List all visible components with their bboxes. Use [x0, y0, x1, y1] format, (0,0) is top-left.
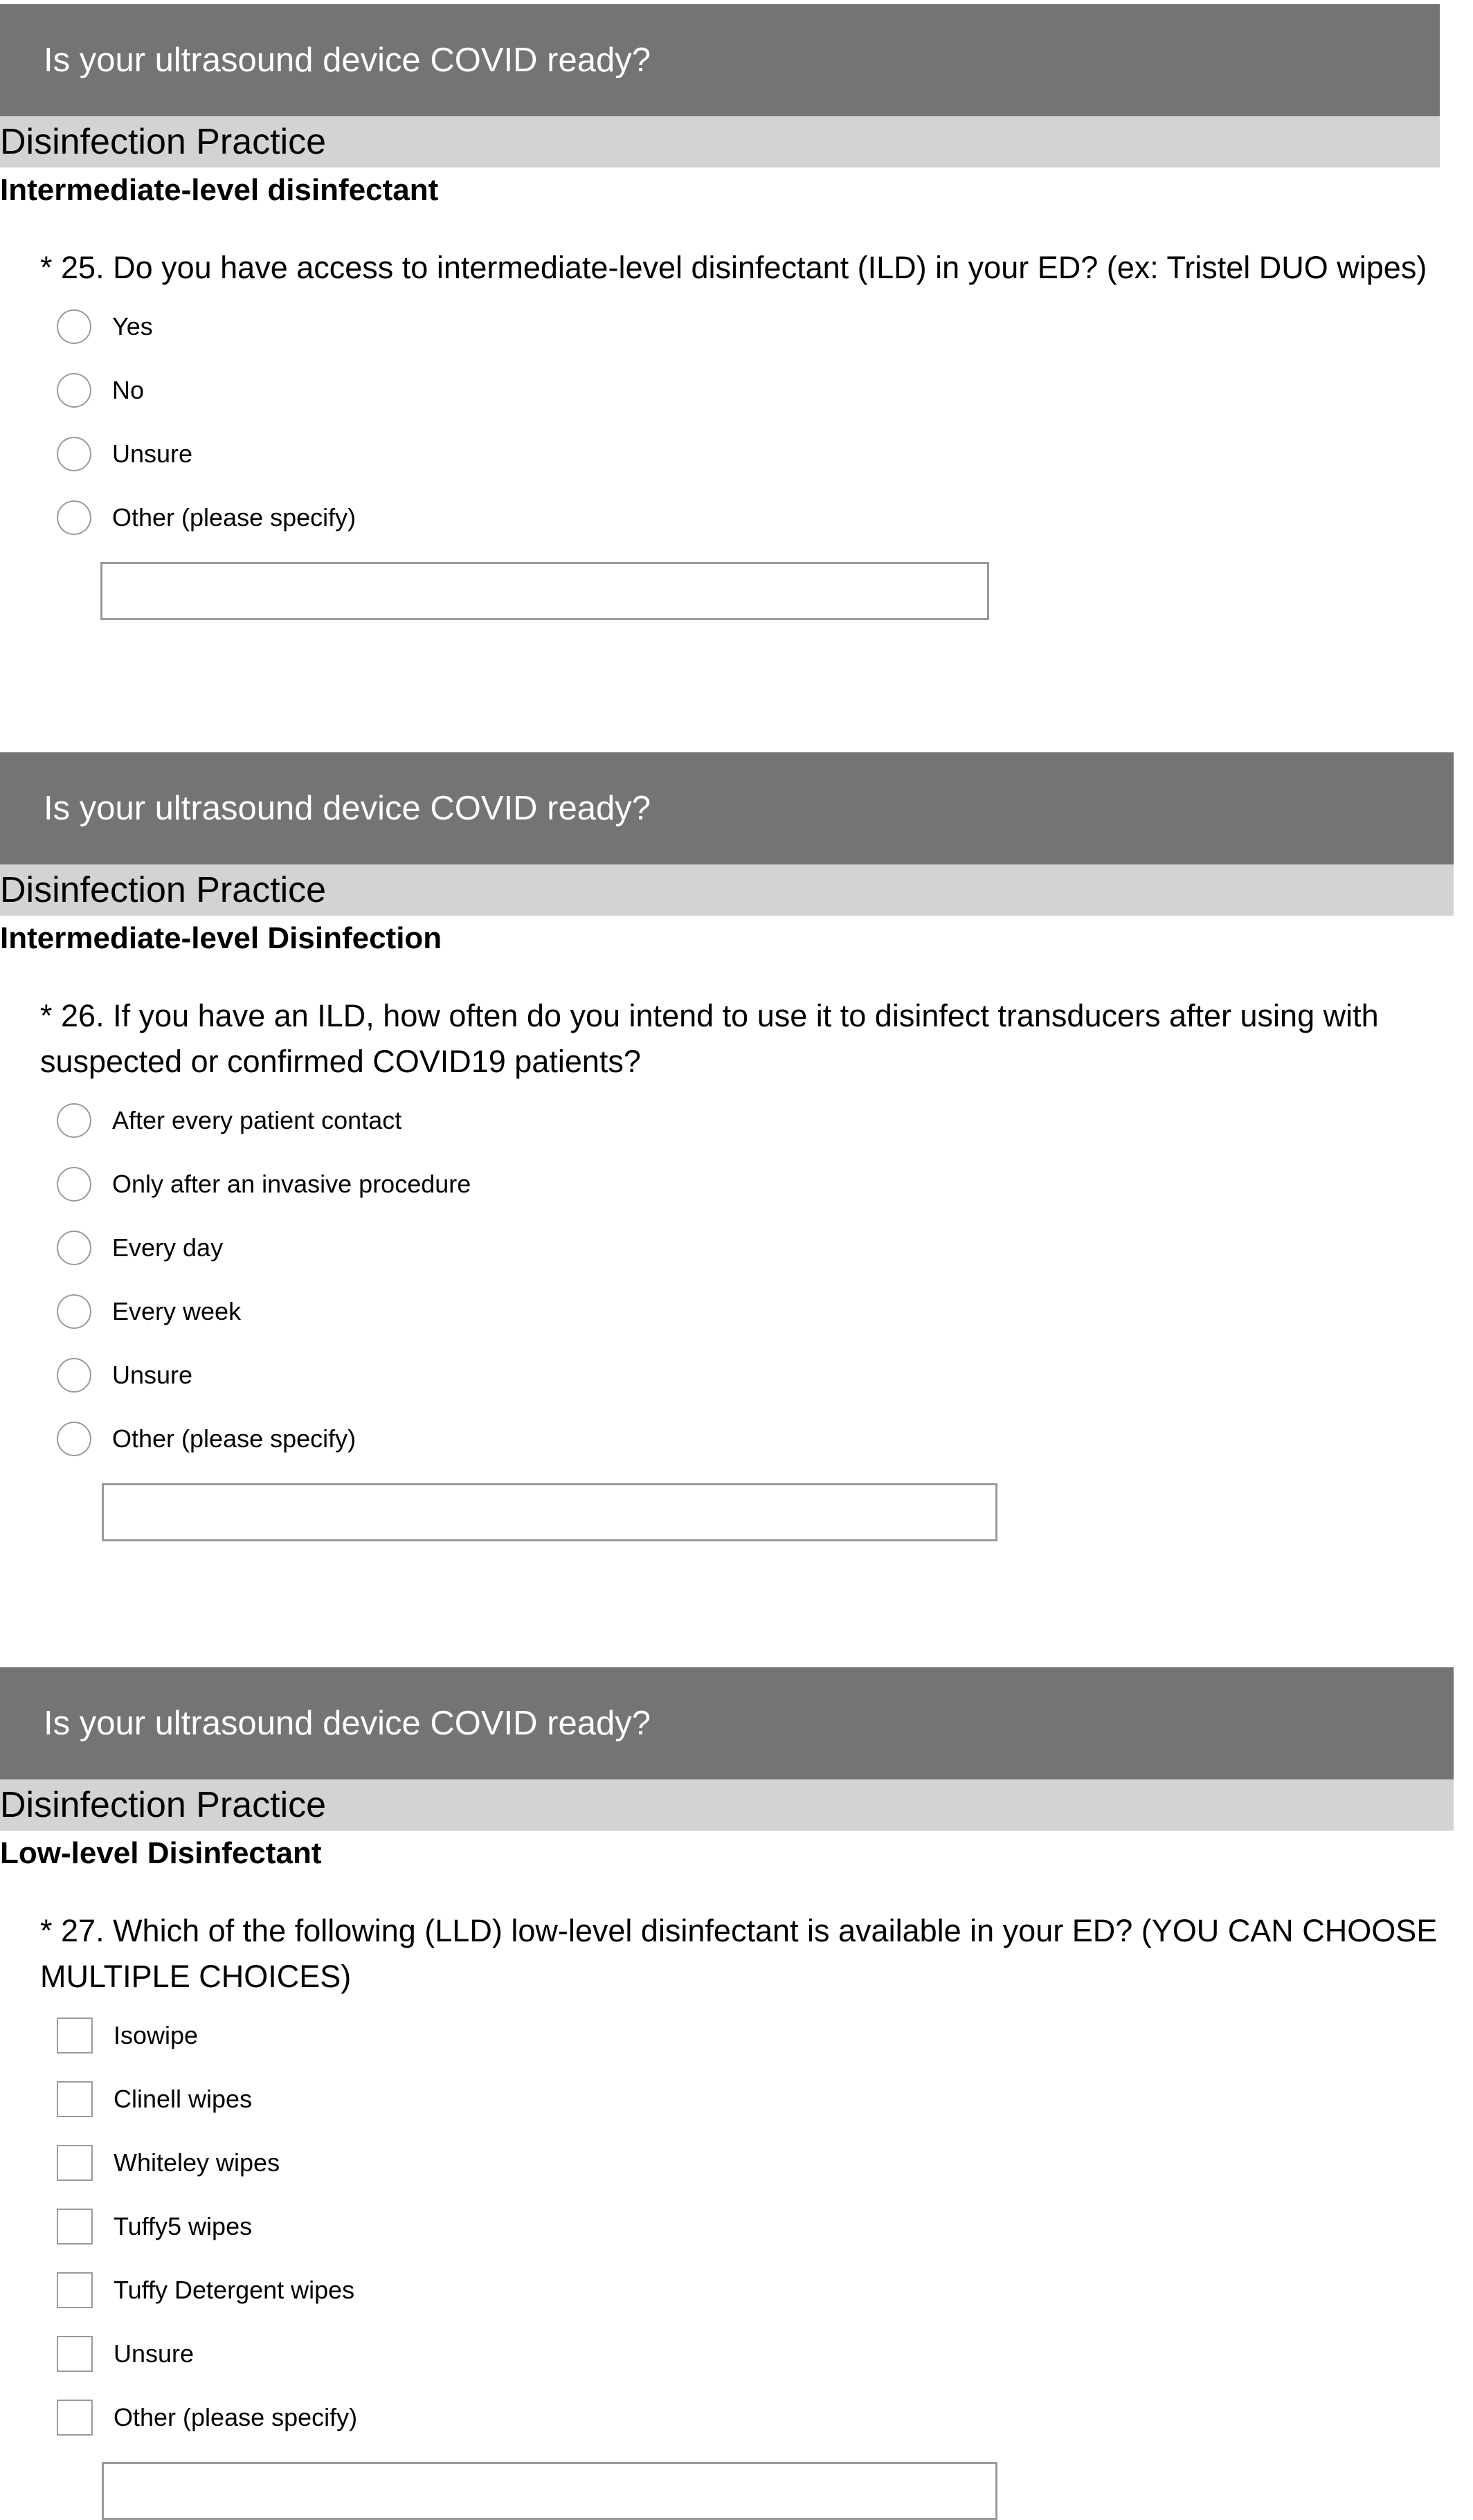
subheading: Low-level Disinfectant	[0, 1836, 322, 1870]
option-unsure[interactable]	[0, 1343, 1454, 1407]
option-label: No	[112, 376, 145, 404]
radio-button[interactable]	[57, 1422, 91, 1456]
option-label: Every week	[112, 1297, 242, 1325]
survey-title-banner: Is your ultrasound device COVID ready?	[0, 752, 1454, 864]
option-isowipe[interactable]	[0, 2004, 1454, 2067]
option-label: Only after an invasive procedure	[112, 1170, 471, 1198]
option-every-week[interactable]	[0, 1280, 1454, 1343]
option-other[interactable]	[0, 2386, 1454, 2449]
question-text: * 27. Which of the following (LLD) low-level disinfectant is available in your ED? (YOU CAN CHOOSE MULTIPLE CHOICES)	[40, 1913, 1438, 1994]
survey-page-q27	[0, 1667, 1454, 2520]
radio-button[interactable]	[57, 1231, 91, 1265]
option-after-invasive[interactable]	[0, 1152, 1454, 1216]
radio-button[interactable]	[57, 373, 91, 408]
option-tuffy5-wipes[interactable]	[0, 2195, 1454, 2258]
option-label: Tuffy5 wipes	[114, 2212, 253, 2240]
option-unsure[interactable]	[0, 2322, 1454, 2386]
section-title: Disinfection Practice	[0, 1779, 1454, 1831]
option-label: Other (please specify)	[112, 1424, 356, 1453]
radio-button[interactable]	[57, 309, 91, 344]
option-label: After every patient contact	[112, 1106, 402, 1134]
option-label: Isowipe	[114, 2021, 199, 2049]
question-text: * 25. Do you have access to intermediate-level disinfectant (ILD) in your ED? (ex: Tristel DUO wipes)	[40, 250, 1427, 285]
option-label: Tuffy Detergent wipes	[114, 2276, 355, 2304]
option-label: Other (please specify)	[114, 2403, 358, 2431]
options-list	[0, 2004, 1454, 2449]
other-specify-input[interactable]	[102, 2462, 997, 2520]
radio-button[interactable]	[57, 500, 91, 535]
radio-button[interactable]	[57, 1294, 91, 1329]
subheading: Intermediate-level disinfectant	[0, 173, 439, 207]
option-clinell-wipes[interactable]	[0, 2067, 1454, 2131]
radio-button[interactable]	[57, 437, 91, 471]
other-specify-input[interactable]	[100, 562, 989, 620]
option-label: Clinell wipes	[114, 2085, 253, 2113]
option-label: Yes	[112, 312, 153, 341]
option-other[interactable]	[0, 1407, 1454, 1471]
question-text: * 26. If you have an ILD, how often do you intend to use it to disinfect transducers after using with suspected or confirmed COVID19 patients?	[40, 998, 1379, 1079]
survey-title-banner: Is your ultrasound device COVID ready?	[0, 4, 1440, 116]
radio-button[interactable]	[57, 1103, 91, 1138]
option-whiteley-wipes[interactable]	[0, 2131, 1454, 2195]
option-label: Other (please specify)	[112, 503, 356, 532]
option-unsure[interactable]	[0, 422, 1440, 486]
section-title: Disinfection Practice	[0, 116, 1440, 167]
option-label: Unsure	[112, 1361, 193, 1389]
radio-button[interactable]	[57, 1167, 91, 1202]
section-title: Disinfection Practice	[0, 864, 1454, 916]
option-tuffy-detergent-wipes[interactable]	[0, 2258, 1454, 2322]
option-label: Whiteley wipes	[114, 2148, 280, 2177]
checkbox[interactable]	[57, 2081, 93, 2117]
checkbox[interactable]	[57, 2209, 93, 2245]
survey-title-banner: Is your ultrasound device COVID ready?	[0, 1667, 1454, 1779]
survey-page-q25	[0, 4, 1440, 620]
survey-page-q26	[0, 752, 1454, 1541]
checkbox[interactable]	[57, 2145, 93, 2181]
option-label: Unsure	[114, 2339, 195, 2368]
options-list	[0, 1089, 1454, 1471]
option-other[interactable]	[0, 486, 1440, 550]
option-label: Unsure	[112, 439, 193, 468]
option-yes[interactable]	[0, 295, 1440, 359]
options-list	[0, 295, 1440, 550]
checkbox[interactable]	[57, 2018, 93, 2054]
option-label: Every day	[112, 1233, 224, 1262]
checkbox[interactable]	[57, 2272, 93, 2308]
option-after-every-patient[interactable]	[0, 1089, 1454, 1152]
checkbox[interactable]	[57, 2400, 93, 2436]
other-specify-input[interactable]	[102, 1483, 997, 1541]
radio-button[interactable]	[57, 1358, 91, 1393]
subheading: Intermediate-level Disinfection	[0, 921, 442, 955]
option-every-day[interactable]	[0, 1216, 1454, 1280]
option-no[interactable]	[0, 359, 1440, 422]
checkbox[interactable]	[57, 2336, 93, 2372]
